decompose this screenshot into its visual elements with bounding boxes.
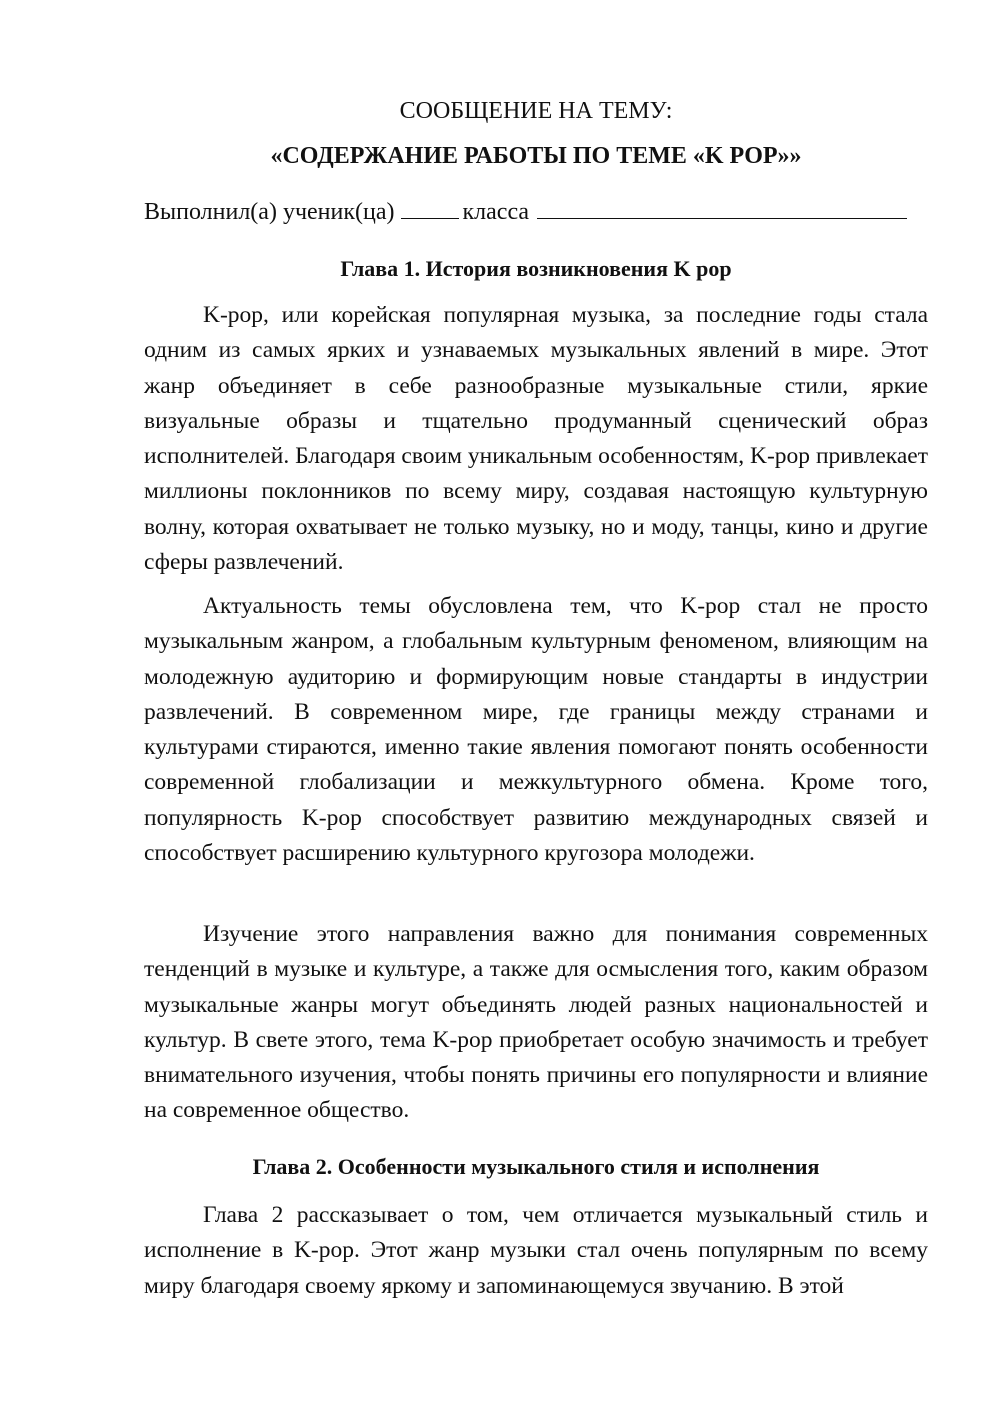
chapter1-paragraph-1: K-pop, или корейская популярная музыка, за последние годы стала одним из самых ярких и узнаваемых музыкальных явлений в мире. Этот жанр объединяет в себе разнообразные музыкальные стили, яркие визуальные образы и тщательно продуманный сценический образ исполнителей. Благодаря своим уникальным особенностям, K-pop привлекает миллионы поклонников по всему миру, создавая настоящую культурную волну, которая охватывает не только музыку, но и моду, танцы, кино и другие сферы развлечений. bbox=[144, 302, 928, 576]
chapter2-paragraph-1: Глава 2 рассказывает о том, чем отличается музыкальный стиль и исполнение в K-pop. Этот жанр музыки стал очень популярным по всему миру благодаря своему яркому и запоминающемуся звучанию. В этой bbox=[144, 1202, 928, 1299]
document-subtitle: СООБЩЕНИЕ НА ТЕМУ: bbox=[399, 98, 673, 124]
class-label: класса bbox=[462, 199, 530, 225]
class-number-blank bbox=[401, 198, 459, 219]
chapter1-heading: Глава 1. История возникновения K pop bbox=[340, 256, 732, 281]
chapter1-paragraph-2: Актуальность темы обусловлена тем, что K-pop стал не просто музыкальным жанром, а глобальным культурным феноменом, влияющим на молодежную аудиторию и формирующим новые стандарты в индустрии развлечений. В современном мире, где границы между странами и культурами стираются, именно такие явления помогают понять особенности современной глобализации и межкультурного обмена. Кроме того, популярность K-pop способствует развитию международных связей и способствует расширению культурного кругозора молодежи. bbox=[144, 593, 928, 867]
student-name-blank bbox=[537, 198, 907, 219]
author-prefix: Выполнил(а) ученик(ца) bbox=[144, 199, 395, 225]
document-title: «СОДЕРЖАНИЕ РАБОТЫ ПО ТЕМЕ «K POP»» bbox=[270, 143, 802, 169]
chapter1-paragraph-3: Изучение этого направления важно для понимания современных тенденций в музыке и культуре, а также для осмысления того, каким образом музыкальные жанры могут объединять людей разных национальностей и культур. В свете этого, тема K-pop приобретает особую значимость и требует внимательного изучения, чтобы понять причины его популярности и влияние на современное общество. bbox=[144, 921, 928, 1124]
author-line bbox=[144, 197, 928, 227]
chapter2-heading: Глава 2. Особенности музыкального стиля и исполнения bbox=[252, 1154, 820, 1179]
